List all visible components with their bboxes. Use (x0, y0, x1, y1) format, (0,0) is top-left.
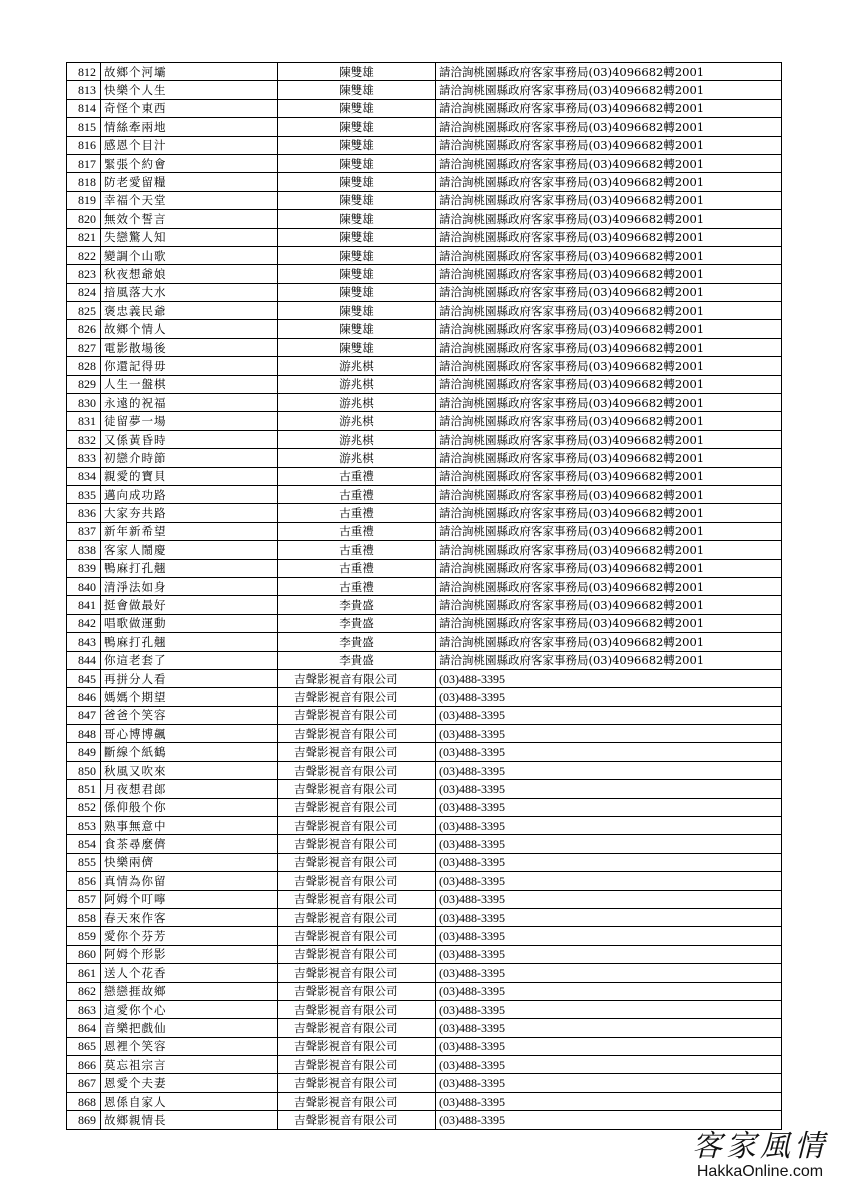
song-number: 859 (67, 927, 101, 945)
contact-info: (03)488-3395 (436, 982, 782, 1000)
song-number: 856 (67, 872, 101, 890)
song-artist: 吉聲影視音有限公司 (278, 706, 436, 724)
song-artist: 吉聲影視音有限公司 (278, 1019, 436, 1037)
song-artist: 古重禮 (278, 485, 436, 503)
contact-info: (03)488-3395 (436, 1019, 782, 1037)
contact-info: 請洽詢桃園縣政府客家事務局(03)4096682轉2001 (436, 228, 782, 246)
contact-info: (03)488-3395 (436, 725, 782, 743)
contact-info: (03)488-3395 (436, 706, 782, 724)
song-artist: 游兆棋 (278, 449, 436, 467)
table-row (67, 1000, 782, 1018)
table-row (67, 945, 782, 963)
watermark-url: HakkaOnline.com (696, 1163, 824, 1180)
song-title: 秋夜想爺娘 (101, 265, 278, 283)
song-number: 842 (67, 614, 101, 632)
song-title: 鴨麻打孔翹 (101, 559, 278, 577)
contact-info: (03)488-3395 (436, 817, 782, 835)
contact-info: 請洽詢桃園縣政府客家事務局(03)4096682轉2001 (436, 246, 782, 264)
song-artist: 陳雙雄 (278, 191, 436, 209)
song-title: 快樂兩儕 (101, 853, 278, 871)
song-number: 825 (67, 302, 101, 320)
song-artist: 游兆棋 (278, 430, 436, 448)
contact-info: (03)488-3395 (436, 1111, 782, 1129)
contact-info: 請洽詢桃園縣政府客家事務局(03)4096682轉2001 (436, 449, 782, 467)
table-row (67, 982, 782, 1000)
song-number: 861 (67, 964, 101, 982)
table-row (67, 688, 782, 706)
song-number: 838 (67, 541, 101, 559)
song-number: 822 (67, 246, 101, 264)
song-number: 849 (67, 743, 101, 761)
song-title: 人生一盤棋 (101, 375, 278, 393)
song-number: 816 (67, 136, 101, 154)
song-number: 817 (67, 154, 101, 172)
contact-info: (03)488-3395 (436, 835, 782, 853)
song-title: 故鄉个河壩 (101, 63, 278, 81)
song-title: 再拼分人看 (101, 669, 278, 687)
song-title: 你還記得毋 (101, 357, 278, 375)
contact-info: 請洽詢桃園縣政府客家事務局(03)4096682轉2001 (436, 541, 782, 559)
song-title: 緊張个約會 (101, 154, 278, 172)
table-row (67, 927, 782, 945)
song-number: 820 (67, 210, 101, 228)
contact-info: 請洽詢桃園縣政府客家事務局(03)4096682轉2001 (436, 394, 782, 412)
song-number: 867 (67, 1074, 101, 1092)
table-row (67, 633, 782, 651)
song-artist: 陳雙雄 (278, 283, 436, 301)
contact-info: 請洽詢桃園縣政府客家事務局(03)4096682轉2001 (436, 154, 782, 172)
song-artist: 陳雙雄 (278, 63, 436, 81)
song-number: 812 (67, 63, 101, 81)
song-title: 阿姆个形影 (101, 945, 278, 963)
song-number: 832 (67, 430, 101, 448)
song-artist: 陳雙雄 (278, 246, 436, 264)
table-row (67, 485, 782, 503)
contact-info: (03)488-3395 (436, 853, 782, 871)
song-title: 邁向成功路 (101, 485, 278, 503)
song-artist: 陳雙雄 (278, 81, 436, 99)
song-artist: 陳雙雄 (278, 320, 436, 338)
song-title: 挺會做最好 (101, 596, 278, 614)
song-artist: 吉聲影視音有限公司 (278, 964, 436, 982)
song-artist: 游兆棋 (278, 375, 436, 393)
song-number: 845 (67, 669, 101, 687)
contact-info: 請洽詢桃園縣政府客家事務局(03)4096682轉2001 (436, 651, 782, 669)
song-artist: 吉聲影視音有限公司 (278, 669, 436, 687)
song-title: 失戀驚人知 (101, 228, 278, 246)
contact-info: 請洽詢桃園縣政府客家事務局(03)4096682轉2001 (436, 522, 782, 540)
song-artist: 李貴盛 (278, 651, 436, 669)
table-row (67, 614, 782, 632)
contact-info: 請洽詢桃園縣政府客家事務局(03)4096682轉2001 (436, 302, 782, 320)
song-title: 恩愛个夫妻 (101, 1074, 278, 1092)
song-title: 永遠的祝福 (101, 394, 278, 412)
song-artist: 吉聲影視音有限公司 (278, 853, 436, 871)
song-number: 836 (67, 504, 101, 522)
song-artist: 李貴盛 (278, 633, 436, 651)
song-number: 830 (67, 394, 101, 412)
song-artist: 陳雙雄 (278, 302, 436, 320)
table-row (67, 1037, 782, 1055)
song-number: 854 (67, 835, 101, 853)
table-row (67, 118, 782, 136)
table-row (67, 246, 782, 264)
song-artist: 古重禮 (278, 504, 436, 522)
table-row (67, 1019, 782, 1037)
song-artist: 吉聲影視音有限公司 (278, 817, 436, 835)
table-row (67, 210, 782, 228)
contact-info: 請洽詢桃園縣政府客家事務局(03)4096682轉2001 (436, 430, 782, 448)
song-title: 斷線个紙鶴 (101, 743, 278, 761)
contact-info: (03)488-3395 (436, 964, 782, 982)
song-title: 月夜想君郎 (101, 780, 278, 798)
table-row (67, 853, 782, 871)
song-list-table (66, 62, 782, 1130)
table-row (67, 835, 782, 853)
table-row (67, 173, 782, 191)
song-artist: 吉聲影視音有限公司 (278, 1056, 436, 1074)
song-title: 奇怪个東西 (101, 99, 278, 117)
song-artist: 古重禮 (278, 559, 436, 577)
song-title: 送人个花香 (101, 964, 278, 982)
song-title: 感恩个目汁 (101, 136, 278, 154)
contact-info: (03)488-3395 (436, 945, 782, 963)
song-number: 850 (67, 761, 101, 779)
song-title: 莫忘祖宗言 (101, 1056, 278, 1074)
contact-info: (03)488-3395 (436, 669, 782, 687)
table-row (67, 872, 782, 890)
song-number: 852 (67, 798, 101, 816)
song-artist: 吉聲影視音有限公司 (278, 780, 436, 798)
table-row (67, 154, 782, 172)
table-row (67, 761, 782, 779)
song-title: 音樂把戲仙 (101, 1019, 278, 1037)
contact-info: 請洽詢桃園縣政府客家事務局(03)4096682轉2001 (436, 136, 782, 154)
contact-info: (03)488-3395 (436, 1000, 782, 1018)
song-artist: 游兆棋 (278, 412, 436, 430)
song-number: 831 (67, 412, 101, 430)
song-title: 愛你个芬芳 (101, 927, 278, 945)
song-artist: 李貴盛 (278, 614, 436, 632)
contact-info: 請洽詢桃園縣政府客家事務局(03)4096682轉2001 (436, 633, 782, 651)
song-artist: 游兆棋 (278, 357, 436, 375)
song-number: 833 (67, 449, 101, 467)
table-row (67, 338, 782, 356)
song-number: 821 (67, 228, 101, 246)
song-title: 真情為你留 (101, 872, 278, 890)
song-artist: 吉聲影視音有限公司 (278, 1000, 436, 1018)
song-number: 851 (67, 780, 101, 798)
song-title: 春天來作客 (101, 908, 278, 926)
table-row (67, 504, 782, 522)
contact-info: 請洽詢桃園縣政府客家事務局(03)4096682轉2001 (436, 559, 782, 577)
table-row (67, 467, 782, 485)
song-artist: 吉聲影視音有限公司 (278, 725, 436, 743)
song-number: 844 (67, 651, 101, 669)
table-row (67, 1092, 782, 1110)
song-number: 828 (67, 357, 101, 375)
song-title: 無效个誓言 (101, 210, 278, 228)
song-title: 故鄉个情人 (101, 320, 278, 338)
song-artist: 吉聲影視音有限公司 (278, 798, 436, 816)
table-row (67, 430, 782, 448)
table-row (67, 320, 782, 338)
contact-info: 請洽詢桃園縣政府客家事務局(03)4096682轉2001 (436, 467, 782, 485)
song-artist: 吉聲影視音有限公司 (278, 872, 436, 890)
contact-info: 請洽詢桃園縣政府客家事務局(03)4096682轉2001 (436, 412, 782, 430)
contact-info: (03)488-3395 (436, 1074, 782, 1092)
table-row (67, 375, 782, 393)
song-title: 鴨麻打孔翹 (101, 633, 278, 651)
contact-info: 請洽詢桃園縣政府客家事務局(03)4096682轉2001 (436, 210, 782, 228)
contact-info: 請洽詢桃園縣政府客家事務局(03)4096682轉2001 (436, 283, 782, 301)
song-number: 818 (67, 173, 101, 191)
song-artist: 陳雙雄 (278, 154, 436, 172)
contact-info: 請洽詢桃園縣政府客家事務局(03)4096682轉2001 (436, 191, 782, 209)
table-row (67, 228, 782, 246)
song-artist: 吉聲影視音有限公司 (278, 835, 436, 853)
table-row (67, 780, 782, 798)
contact-info: 請洽詢桃園縣政府客家事務局(03)4096682轉2001 (436, 596, 782, 614)
song-number: 864 (67, 1019, 101, 1037)
song-number: 862 (67, 982, 101, 1000)
song-artist: 陳雙雄 (278, 99, 436, 117)
contact-info: 請洽詢桃園縣政府客家事務局(03)4096682轉2001 (436, 375, 782, 393)
song-number: 865 (67, 1037, 101, 1055)
table-row (67, 964, 782, 982)
song-number: 868 (67, 1092, 101, 1110)
table-row (67, 522, 782, 540)
table-row (67, 1056, 782, 1074)
table-row (67, 412, 782, 430)
song-title: 初戀介時節 (101, 449, 278, 467)
song-title: 係仰般个你 (101, 798, 278, 816)
contact-info: 請洽詢桃園縣政府客家事務局(03)4096682轉2001 (436, 265, 782, 283)
table-row (67, 798, 782, 816)
song-artist: 李貴盛 (278, 596, 436, 614)
song-title: 褒忠義民爺 (101, 302, 278, 320)
table-row (67, 449, 782, 467)
contact-info: (03)488-3395 (436, 743, 782, 761)
song-number: 826 (67, 320, 101, 338)
song-number: 840 (67, 577, 101, 595)
song-artist: 吉聲影視音有限公司 (278, 927, 436, 945)
song-title: 故鄉親情長 (101, 1111, 278, 1129)
song-number: 848 (67, 725, 101, 743)
table-row (67, 136, 782, 154)
song-number: 839 (67, 559, 101, 577)
song-title: 秋風又吹來 (101, 761, 278, 779)
table-row (67, 706, 782, 724)
table-row (67, 577, 782, 595)
song-number: 866 (67, 1056, 101, 1074)
song-title: 恩係自家人 (101, 1092, 278, 1110)
contact-info: (03)488-3395 (436, 872, 782, 890)
table-row (67, 1074, 782, 1092)
song-artist: 陳雙雄 (278, 173, 436, 191)
contact-info: (03)488-3395 (436, 798, 782, 816)
song-artist: 吉聲影視音有限公司 (278, 1092, 436, 1110)
table-row (67, 99, 782, 117)
contact-info: 請洽詢桃園縣政府客家事務局(03)4096682轉2001 (436, 338, 782, 356)
contact-info: (03)488-3395 (436, 761, 782, 779)
contact-info: 請洽詢桃園縣政府客家事務局(03)4096682轉2001 (436, 577, 782, 595)
song-title: 唱歌做運動 (101, 614, 278, 632)
song-number: 853 (67, 817, 101, 835)
song-artist: 吉聲影視音有限公司 (278, 890, 436, 908)
song-artist: 陳雙雄 (278, 338, 436, 356)
contact-info: (03)488-3395 (436, 780, 782, 798)
contact-info: 請洽詢桃園縣政府客家事務局(03)4096682轉2001 (436, 173, 782, 191)
watermark-logo-text: 客家風情 (692, 1129, 828, 1164)
contact-info: 請洽詢桃園縣政府客家事務局(03)4096682轉2001 (436, 485, 782, 503)
song-artist: 陳雙雄 (278, 210, 436, 228)
song-number: 846 (67, 688, 101, 706)
song-title: 徒留夢一場 (101, 412, 278, 430)
table-row (67, 890, 782, 908)
song-title: 戀戀捱故鄉 (101, 982, 278, 1000)
contact-info: 請洽詢桃園縣政府客家事務局(03)4096682轉2001 (436, 320, 782, 338)
song-number: 834 (67, 467, 101, 485)
contact-info: 請洽詢桃園縣政府客家事務局(03)4096682轉2001 (436, 118, 782, 136)
song-title: 這愛你个心 (101, 1000, 278, 1018)
song-number: 813 (67, 81, 101, 99)
song-artist: 游兆棋 (278, 394, 436, 412)
song-title: 熟事無意中 (101, 817, 278, 835)
song-number: 855 (67, 853, 101, 871)
contact-info: 請洽詢桃園縣政府客家事務局(03)4096682轉2001 (436, 63, 782, 81)
song-artist: 吉聲影視音有限公司 (278, 908, 436, 926)
song-number: 847 (67, 706, 101, 724)
table-row (67, 81, 782, 99)
table-row (67, 817, 782, 835)
table-row (67, 559, 782, 577)
song-number: 823 (67, 265, 101, 283)
contact-info: 請洽詢桃園縣政府客家事務局(03)4096682轉2001 (436, 614, 782, 632)
song-title: 你這老套了 (101, 651, 278, 669)
song-number: 841 (67, 596, 101, 614)
song-title: 恩裡个笑容 (101, 1037, 278, 1055)
song-artist: 古重禮 (278, 577, 436, 595)
song-number: 815 (67, 118, 101, 136)
song-artist: 陳雙雄 (278, 265, 436, 283)
song-title: 快樂个人生 (101, 81, 278, 99)
song-title: 哥心博博飆 (101, 725, 278, 743)
contact-info: 請洽詢桃園縣政府客家事務局(03)4096682轉2001 (436, 357, 782, 375)
song-artist: 陳雙雄 (278, 118, 436, 136)
song-artist: 吉聲影視音有限公司 (278, 688, 436, 706)
table-row (67, 596, 782, 614)
song-artist: 吉聲影視音有限公司 (278, 1111, 436, 1129)
contact-info: (03)488-3395 (436, 890, 782, 908)
contact-info: 請洽詢桃園縣政府客家事務局(03)4096682轉2001 (436, 81, 782, 99)
table-row (67, 669, 782, 687)
song-title: 爸爸个笑容 (101, 706, 278, 724)
song-artist: 吉聲影視音有限公司 (278, 743, 436, 761)
contact-info: (03)488-3395 (436, 908, 782, 926)
table-row (67, 357, 782, 375)
song-title: 大家夯共路 (101, 504, 278, 522)
song-title: 防老愛留糧 (101, 173, 278, 191)
table-row (67, 394, 782, 412)
song-title: 清淨法如身 (101, 577, 278, 595)
song-artist: 陳雙雄 (278, 228, 436, 246)
song-artist: 吉聲影視音有限公司 (278, 1074, 436, 1092)
contact-info: (03)488-3395 (436, 688, 782, 706)
song-title: 阿姆个叮嚀 (101, 890, 278, 908)
song-title: 情絲牽兩地 (101, 118, 278, 136)
table-row (67, 63, 782, 81)
song-title: 變調个山歌 (101, 246, 278, 264)
song-number: 858 (67, 908, 101, 926)
song-number: 863 (67, 1000, 101, 1018)
table-row (67, 283, 782, 301)
contact-info: 請洽詢桃園縣政府客家事務局(03)4096682轉2001 (436, 504, 782, 522)
song-number: 827 (67, 338, 101, 356)
table-row (67, 725, 782, 743)
song-title: 親愛的寶貝 (101, 467, 278, 485)
table-row (67, 908, 782, 926)
song-title: 電影散場後 (101, 338, 278, 356)
table-row (67, 651, 782, 669)
song-number: 843 (67, 633, 101, 651)
song-title: 又係黃昏時 (101, 430, 278, 448)
song-title: 揞風落大水 (101, 283, 278, 301)
song-artist: 古重禮 (278, 522, 436, 540)
song-number: 829 (67, 375, 101, 393)
song-artist: 吉聲影視音有限公司 (278, 945, 436, 963)
song-artist: 陳雙雄 (278, 136, 436, 154)
table-row (67, 265, 782, 283)
song-number: 869 (67, 1111, 101, 1129)
song-number: 860 (67, 945, 101, 963)
song-artist: 吉聲影視音有限公司 (278, 982, 436, 1000)
song-list-body (67, 63, 782, 1130)
song-artist: 吉聲影視音有限公司 (278, 1037, 436, 1055)
contact-info: (03)488-3395 (436, 1037, 782, 1055)
song-number: 824 (67, 283, 101, 301)
contact-info: (03)488-3395 (436, 1056, 782, 1074)
table-row (67, 1111, 782, 1129)
song-title: 食茶尋麼儕 (101, 835, 278, 853)
site-watermark (692, 1121, 828, 1181)
song-number: 819 (67, 191, 101, 209)
song-artist: 古重禮 (278, 467, 436, 485)
table-row (67, 743, 782, 761)
song-number: 857 (67, 890, 101, 908)
song-title: 幸福个天堂 (101, 191, 278, 209)
song-number: 814 (67, 99, 101, 117)
contact-info: (03)488-3395 (436, 927, 782, 945)
song-number: 835 (67, 485, 101, 503)
song-artist: 古重禮 (278, 541, 436, 559)
contact-info: (03)488-3395 (436, 1092, 782, 1110)
song-artist: 吉聲影視音有限公司 (278, 761, 436, 779)
table-row (67, 191, 782, 209)
song-number: 837 (67, 522, 101, 540)
table-row (67, 541, 782, 559)
song-title: 客家人鬧慶 (101, 541, 278, 559)
contact-info: 請洽詢桃園縣政府客家事務局(03)4096682轉2001 (436, 99, 782, 117)
song-title: 媽媽个期望 (101, 688, 278, 706)
table-row (67, 302, 782, 320)
song-title: 新年新希望 (101, 522, 278, 540)
